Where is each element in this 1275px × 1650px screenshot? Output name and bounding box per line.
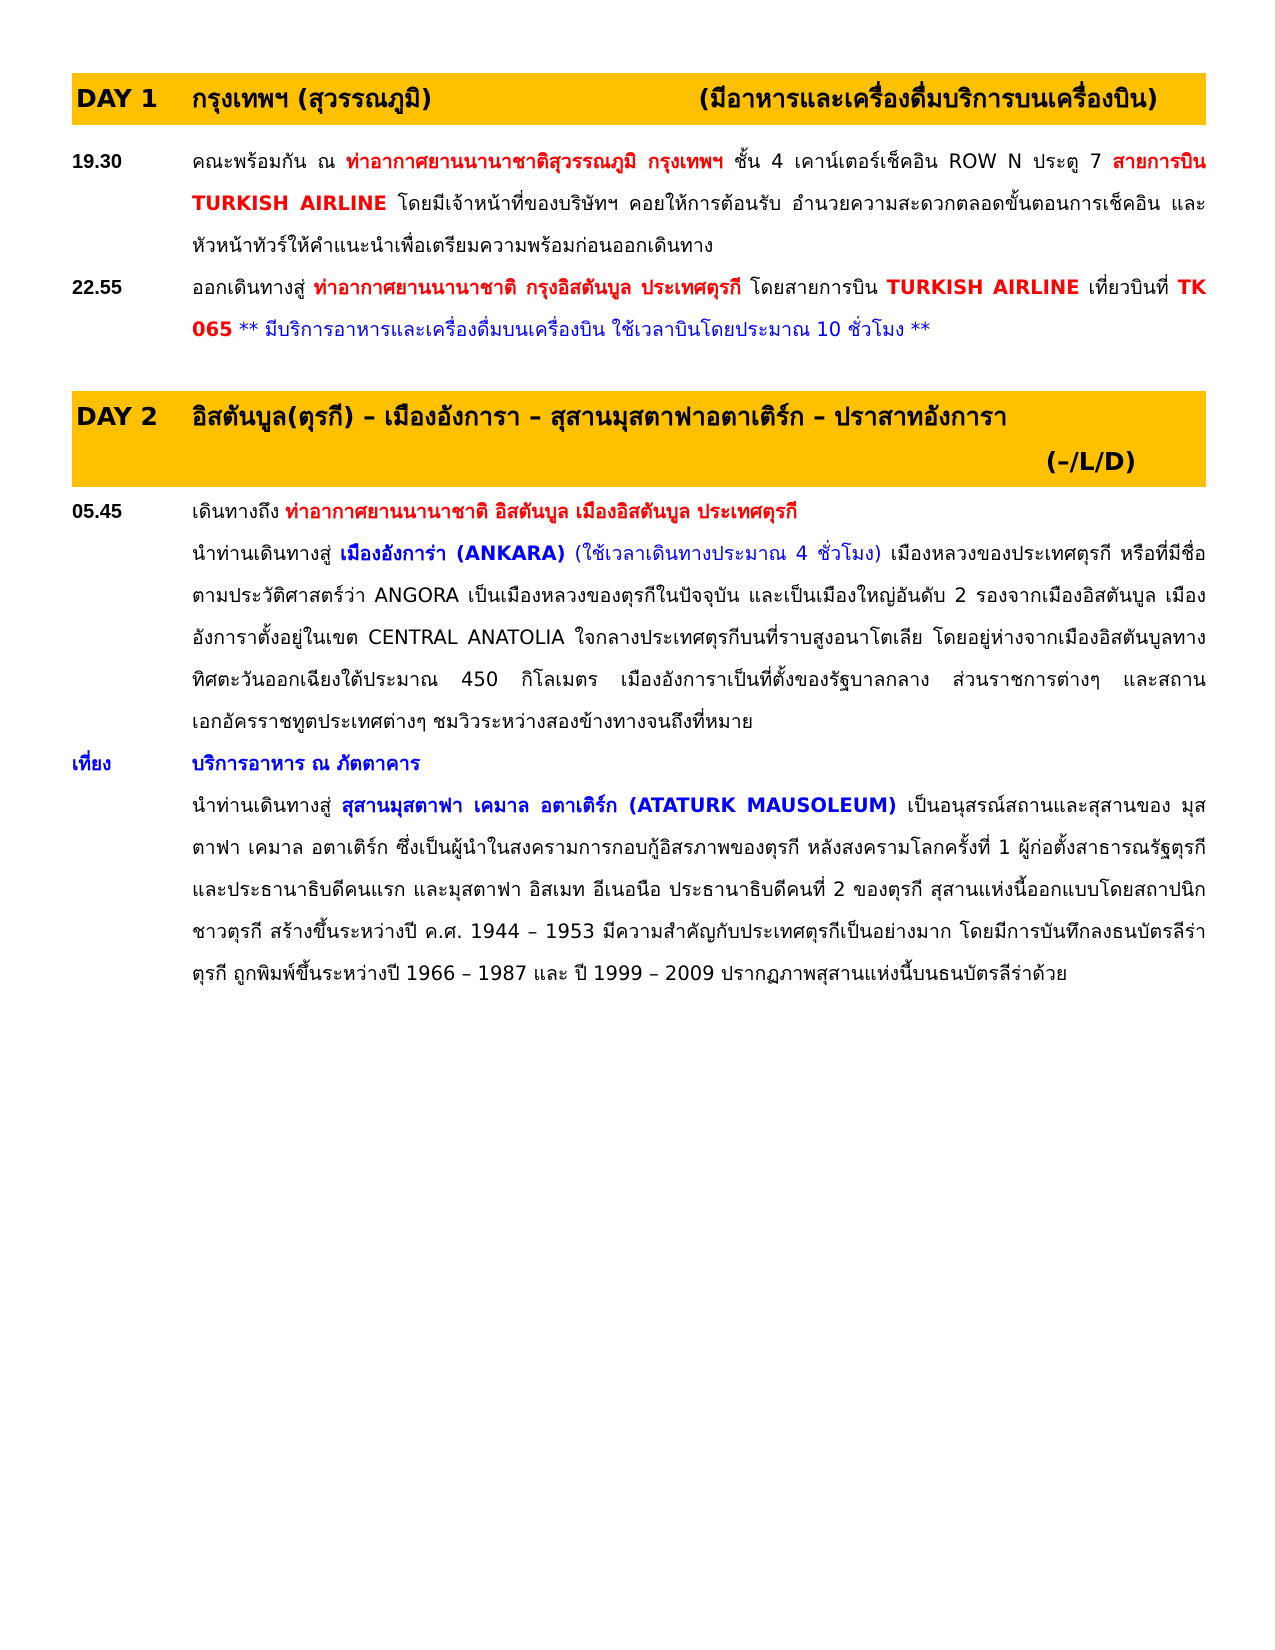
day1-meal-note: (มีอาหารและเครื่องดื่มบริการบนเครื่องบิน) (698, 84, 1158, 113)
itinerary-page (72, 73, 1206, 995)
day2-label: DAY 2 (76, 402, 158, 431)
day2-title-row (192, 400, 1206, 434)
highlight-airline: TURKISH AIRLINE (886, 276, 1080, 299)
flight-note: ** มีบริการอาหารและเครื่องดื่มบนเครื่องบิน ใช้เวลาบินโดยประมาณ 10 ชั่วโมง ** (232, 318, 931, 341)
highlight-airline: สายการบิน TURKISH AIRLINE (192, 150, 1206, 215)
time-label (72, 785, 192, 995)
highlight-place: ท่าอากาศยานนานาชาติ อิสตันบูล เมืองอิสตันบูล ประเทศตุรกี (285, 500, 798, 523)
day1-header (72, 73, 1206, 125)
entry-text: ออกเดินทางสู่ ท่าอากาศยานนานาชาติ กรุงอิสตันบูล ประเทศตุรกี โดยสายการบิน TURKISH AIRLINE เที่ยวบินที่ TK 065 ** มีบริการอาหารและเครื่องดื่มบนเครื่องบิน ใช้เวลาบินโดยประมาณ 10 ชั่วโมง ** (192, 276, 1206, 341)
day2-meals: (–/L/D) (1045, 446, 1136, 476)
day2-header (72, 391, 1206, 487)
day1-entry-2255 (72, 267, 1206, 351)
entry-text: เดินทางถึง ท่าอากาศยานนานาชาติ อิสตันบูล เมืองอิสตันบูล ประเทศตุรกี (192, 500, 798, 523)
time-label: 05.45 (72, 501, 123, 523)
day2-entry-0545 (72, 491, 1206, 533)
highlight-place: ท่าอากาศยานนานาชาติสุวรรณภูมิ กรุงเทพฯ (346, 150, 724, 173)
highlight-attraction: สุสานมุสตาฟา เคมาล อตาเติร์ก (ATATURK MAUSOLEUM) (341, 794, 897, 817)
time-label: เที่ยง (72, 753, 112, 775)
time-label (72, 533, 192, 743)
day2-entry-lunch (72, 743, 1206, 785)
day2-entry-ankara (72, 533, 1206, 743)
highlight-flight-number: TK 065 (192, 276, 1206, 341)
day1-entry-1930 (72, 141, 1206, 267)
day1-title: กรุงเทพฯ (สุวรรณภูมิ) (192, 84, 433, 113)
time-label: 22.55 (72, 277, 123, 299)
entry-text: นำท่านเดินทางสู่ สุสานมุสตาฟา เคมาล อตาเติร์ก (ATATURK MAUSOLEUM) เป็นอนุสรณ์สถานและสุสานของ มุสตาฟา เคมาล อตาเติร์ก ซึ่งเป็นผู้นำในสงครามการกอบกู้อิสรภาพของตุรกี หลังสงครามโลกครั้งที่ 1 ผู้ก่อตั้งสาธารณรัฐตุรกีและประธานาธิบดีคนแรก และมุสตาฟา อิสเมท อีเนอนือ ประธานาธิบดีคนที่ 2 ของตุรกี สุสานแห่งนี้ออกแบบโดยสถาปนิกชาวตุรกี สร้างขึ้นระหว่างปี ค.ศ. 1944 – 1953 มีความสำคัญกับประเทศตุรกีเป็นอย่างมาก โดยมีการบันทึกลงธนบัตรลีร่าตุรกี ถูกพิมพ์ขึ้นระหว่างปี 1966 – 1987 และ ปี 1999 – 2009 ปรากฏภาพสุสานแห่งนี้บนธนบัตรลีร่าด้วย (192, 794, 1206, 985)
meal-note: บริการอาหาร ณ ภัตตาคาร (192, 752, 421, 775)
day2-title: อิสตันบูล(ตุรกี) – เมืองอังการา – สุสานมุสตาฟาอตาเติร์ก – ปราสาทอังการา (192, 402, 1008, 431)
day1-label: DAY 1 (76, 84, 158, 113)
day1-title-row (192, 82, 1206, 116)
entry-text: นำท่านเดินทางสู่ เมืองอังการ่า (ANKARA) (ใช้เวลาเดินทางประมาณ 4 ชั่วโมง) เมืองหลวงของประเทศตุรกี หรือที่มีชื่อตามประวัติศาสตร์ว่า ANGORA เป็นเมืองหลวงของตุรกีในปัจจุบัน และเป็นเมืองใหญ่อันดับ 2 รองจากเมืองอิสตันบูล เมืองอังการาตั้งอยู่ในเขต CENTRAL ANATOLIA ใจกลางประเทศตุรกีบนที่ราบสูงอนาโตเลีย โดยอยู่ห่างจากเมืองอิสตันบูลทางทิศตะวันออกเฉียงใต้ประมาณ 450 กิโลเมตร เมืองอังการาเป็นที่ตั้งของรัฐบาลกลาง ส่วนราชการต่างๆ และสถานเอกอัครราชทูตประเทศต่างๆ ชมวิวระหว่างสองข้างทางจนถึงที่หมาย (192, 542, 1207, 733)
travel-time-note: (ใช้เวลาเดินทางประมาณ 4 ชั่วโมง) (565, 542, 882, 565)
highlight-city: เมืองอังการ่า (ANKARA) (340, 542, 566, 565)
day2-entry-mausoleum (72, 785, 1206, 995)
highlight-place: ท่าอากาศยานนานาชาติ กรุงอิสตันบูล ประเทศตุรกี (313, 276, 742, 299)
time-label: 19.30 (72, 151, 123, 173)
entry-text (192, 743, 1206, 785)
entry-text: คณะพร้อมกัน ณ ท่าอากาศยานนานาชาติสุวรรณภูมิ กรุงเทพฯ ชั้น 4 เคาน์เตอร์เช็คอิน ROW N ประตู 7 สายการบิน TURKISH AIRLINE โดยมีเจ้าหน้าที่ของบริษัทฯ คอยให้การต้อนรับ อำนวยความสะดวกตลอดขั้นตอนการเช็คอิน และ หัวหน้าทัวร์ให้คำแนะนำเพื่อเตรียมความพร้อมก่อนออกเดินทาง (192, 150, 1206, 257)
